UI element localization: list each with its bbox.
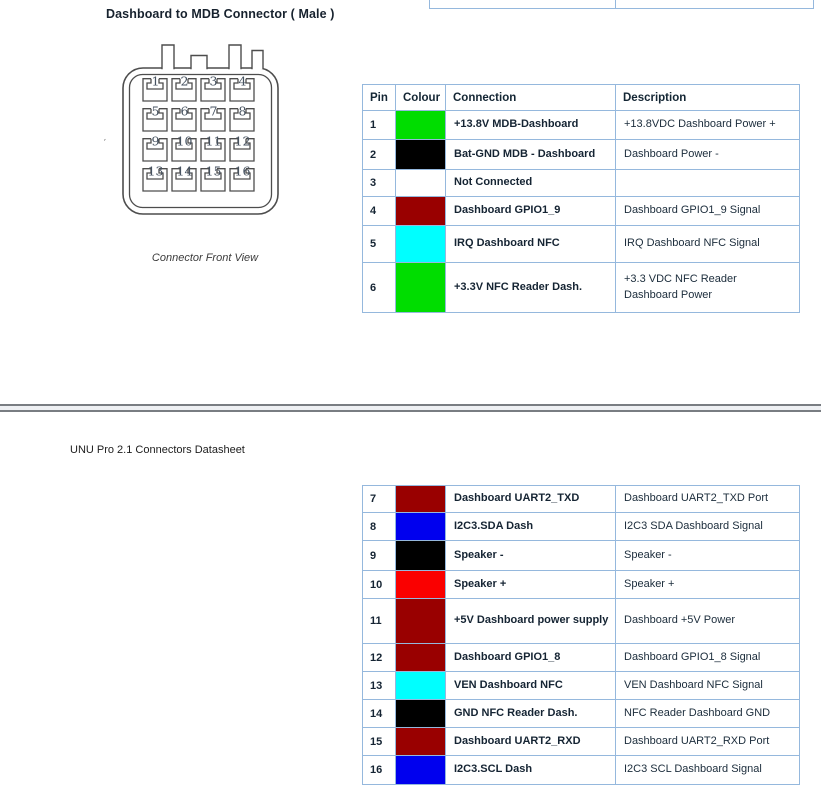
pin-number-label: 2 [180, 73, 189, 89]
description-cell: Dashboard UART2_RXD Port [616, 728, 800, 756]
housing-tab-icon [252, 51, 263, 70]
housing-tab-icon [162, 45, 174, 69]
connection-cell: Speaker - [446, 541, 616, 571]
table-row [363, 700, 800, 728]
pin-number-label: 16 [234, 163, 251, 179]
pin-cell: 13 [363, 672, 396, 700]
description-cell: Dashboard GPIO1_8 Signal [616, 644, 800, 672]
connector-pin [171, 102, 197, 132]
description-cell: Speaker - [616, 541, 800, 571]
pin-number-label: 6 [180, 103, 189, 119]
table-row [363, 197, 800, 226]
table-row [363, 170, 800, 197]
description-cell: NFC Reader Dashboard GND [616, 700, 800, 728]
pin-cell: 7 [363, 486, 396, 513]
pin-cell: 2 [363, 140, 396, 170]
table-row [363, 486, 800, 513]
connection-cell: Not Connected [446, 170, 616, 197]
pin-number-label: 15 [205, 163, 222, 179]
pin-number-label: 10 [176, 133, 193, 149]
pin-number-label: 11 [205, 133, 222, 149]
description-cell: Dashboard +5V Power [616, 599, 800, 644]
table-row [363, 599, 800, 644]
housing-tab-icon [191, 56, 207, 70]
connection-cell: Dashboard UART2_RXD [446, 728, 616, 756]
table-row [363, 140, 800, 170]
pin-cell: 5 [363, 226, 396, 263]
connector-pin [171, 72, 197, 102]
colour-swatch-cell [396, 571, 446, 599]
colour-swatch-cell [396, 756, 446, 785]
pin-table-page2 [362, 485, 800, 785]
colour-swatch-cell [396, 111, 446, 140]
pin-cell: 16 [363, 756, 396, 785]
colour-swatch-cell [396, 197, 446, 226]
table-row [363, 263, 800, 313]
pin-number-label: 7 [209, 103, 218, 119]
description-cell: IRQ Dashboard NFC Signal [616, 226, 800, 263]
column-header-description: Description [616, 85, 800, 111]
connector-pin [200, 162, 226, 192]
description-cell: VEN Dashboard NFC Signal [616, 672, 800, 700]
connector-pin-grid [142, 72, 255, 192]
connector-pin [200, 102, 226, 132]
pin-number-label: 4 [238, 73, 247, 89]
housing-tab-icon [229, 45, 241, 69]
connector-pin [229, 132, 255, 162]
colour-swatch-cell [396, 226, 446, 263]
connector-pin [229, 72, 255, 102]
description-cell: +13.8VDC Dashboard Power + [616, 111, 800, 140]
connection-cell: +13.8V MDB-Dashboard [446, 111, 616, 140]
description-cell: Dashboard GPIO1_9 Signal [616, 197, 800, 226]
connector-pin [200, 72, 226, 102]
table-row [363, 513, 800, 541]
connector-pin [200, 132, 226, 162]
colour-swatch-cell [396, 513, 446, 541]
pin-cell: 11 [363, 599, 396, 644]
datasheet-footnote: UNU Pro 2.1 Connectors Datasheet [70, 444, 245, 456]
pin-number-label: 14 [176, 163, 193, 179]
colour-swatch-cell [396, 728, 446, 756]
connection-cell: Dashboard UART2_TXD [446, 486, 616, 513]
pin-number-label: 8 [238, 103, 247, 119]
pin-table-page1 [362, 84, 800, 313]
connector-pin [229, 162, 255, 192]
pin-cell: 9 [363, 541, 396, 571]
column-header-colour: Colour [396, 85, 446, 111]
description-cell: I2C3 SDA Dashboard Signal [616, 513, 800, 541]
description-cell [616, 170, 800, 197]
table-row [363, 571, 800, 599]
pin-number-label: 5 [151, 103, 160, 119]
pin-cell: 14 [363, 700, 396, 728]
connector-pin [142, 132, 168, 162]
connection-cell: Speaker + [446, 571, 616, 599]
colour-swatch-cell [396, 644, 446, 672]
table-row [363, 728, 800, 756]
connector-pin [142, 162, 168, 192]
stray-mark: ˊ [102, 137, 110, 151]
connection-cell: VEN Dashboard NFC [446, 672, 616, 700]
connection-cell: Dashboard GPIO1_8 [446, 644, 616, 672]
pin-cell: 8 [363, 513, 396, 541]
page-break-divider [0, 404, 821, 412]
connection-cell: +3.3V NFC Reader Dash. [446, 263, 616, 313]
colour-swatch-cell [396, 263, 446, 313]
previous-table-cell [615, 0, 814, 9]
table-row [363, 226, 800, 263]
connector-pin [142, 72, 168, 102]
connection-cell: +5V Dashboard power supply [446, 599, 616, 644]
column-header-connection: Connection [446, 85, 616, 111]
connector-pin [171, 132, 197, 162]
pin-number-label: 13 [147, 163, 164, 179]
pin-cell: 3 [363, 170, 396, 197]
colour-swatch-cell [396, 599, 446, 644]
colour-swatch-cell [396, 140, 446, 170]
pin-number-label: 9 [151, 133, 160, 149]
colour-swatch-cell [396, 672, 446, 700]
page-title: Dashboard to MDB Connector ( Male ) [106, 7, 335, 21]
table-row [363, 541, 800, 571]
description-cell: Speaker + [616, 571, 800, 599]
pin-number-label: 1 [151, 73, 160, 89]
pin-cell: 6 [363, 263, 396, 313]
connector-caption: Connector Front View [151, 252, 259, 264]
colour-swatch-cell [396, 700, 446, 728]
previous-table-fragment [429, 0, 814, 9]
table-row [363, 672, 800, 700]
connector-pin [229, 102, 255, 132]
pin-cell: 4 [363, 197, 396, 226]
connection-cell: GND NFC Reader Dash. [446, 700, 616, 728]
connection-cell: I2C3.SDA Dash [446, 513, 616, 541]
column-header-pin: Pin [363, 85, 396, 111]
colour-swatch-cell [396, 486, 446, 513]
table-row [363, 756, 800, 785]
table-row [363, 644, 800, 672]
description-cell: +3.3 VDC NFC Reader Dashboard Power [616, 263, 800, 313]
pin-cell: 15 [363, 728, 396, 756]
connector-pin [142, 102, 168, 132]
pin-cell: 1 [363, 111, 396, 140]
pin-cell: 12 [363, 644, 396, 672]
connection-cell: Dashboard GPIO1_9 [446, 197, 616, 226]
connection-cell: Bat-GND MDB - Dashboard [446, 140, 616, 170]
connection-cell: IRQ Dashboard NFC [446, 226, 616, 263]
connection-cell: I2C3.SCL Dash [446, 756, 616, 785]
pin-number-label: 12 [234, 133, 251, 149]
pin-number-label: 3 [209, 73, 218, 89]
description-cell: Dashboard UART2_TXD Port [616, 486, 800, 513]
pin-cell: 10 [363, 571, 396, 599]
description-cell: Dashboard Power - [616, 140, 800, 170]
connector-pin [171, 162, 197, 192]
colour-swatch-cell [396, 541, 446, 571]
previous-table-cell [429, 0, 616, 9]
colour-swatch-cell [396, 170, 446, 197]
table-header-row [363, 85, 800, 111]
table-row [363, 111, 800, 140]
description-cell: I2C3 SCL Dashboard Signal [616, 756, 800, 785]
